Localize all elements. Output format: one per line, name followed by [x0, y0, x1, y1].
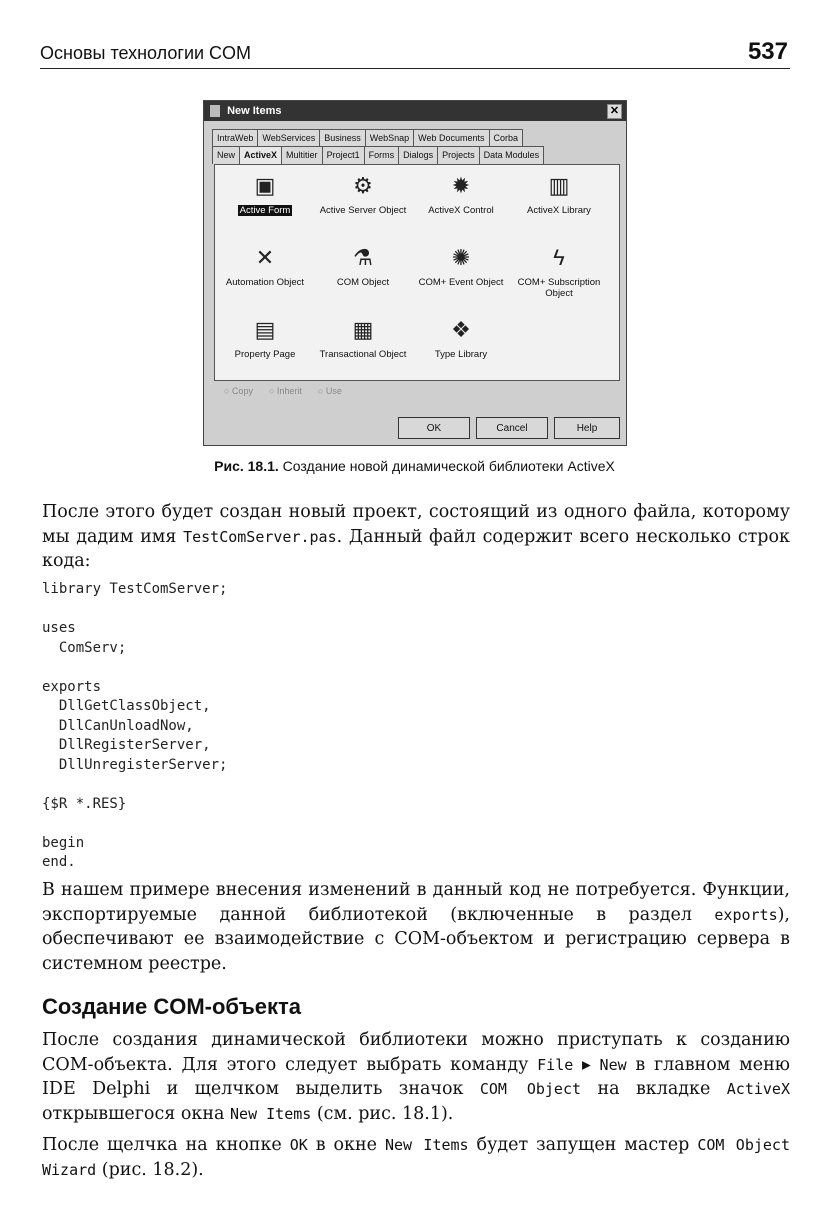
p4-text-c: будет запущен мастер — [468, 1135, 698, 1155]
p3-cmd-activex: ActiveX — [726, 1080, 790, 1098]
page-header — [40, 38, 790, 69]
tab-business[interactable]: Business — [319, 129, 366, 147]
item-active-server-object[interactable] — [313, 171, 413, 216]
tab-forms[interactable]: Forms — [364, 146, 400, 164]
active-server-object-icon: ⚙ — [353, 173, 373, 198]
tab-web-documents[interactable]: Web Documents — [413, 129, 489, 147]
dialog-titlebar — [204, 101, 626, 121]
item-com-subscription-object[interactable] — [509, 243, 609, 299]
p4-text-a: После щелчка на кнопке — [42, 1135, 290, 1155]
type-library-icon: ❖ — [451, 317, 471, 342]
p4-cmd-new-items: New Items — [384, 1136, 469, 1154]
item-label: Type Library — [434, 349, 488, 360]
p3-text-a: После создания динамической библиотеки можно приступать к созданию COM-объекта. Для этого следует выбрать команду — [42, 1030, 790, 1075]
com-event-object-icon: ✺ — [451, 245, 471, 270]
p2-keyword: exports — [714, 905, 778, 924]
p4-text-b: в окне — [307, 1135, 385, 1155]
item-activex-library[interactable] — [509, 171, 609, 216]
radio-group — [224, 386, 358, 396]
item-com-object[interactable] — [313, 243, 413, 288]
running-title: Основы технологии COM — [40, 43, 252, 63]
tab-activex[interactable]: ActiveX — [239, 146, 282, 164]
item-label: ActiveX Library — [527, 205, 591, 216]
radio-inherit[interactable]: ○ Inherit — [268, 386, 302, 396]
page-number: 537 — [747, 38, 788, 65]
tab-project1[interactable]: Project1 — [322, 146, 365, 164]
p3-cmd-file: File — [537, 1055, 574, 1074]
tab-multitier[interactable]: Multitier — [281, 146, 323, 164]
p4-cmd-wizard: COM Object Wizard — [42, 1136, 790, 1179]
p3-cmd-new: New — [599, 1055, 627, 1074]
item-active-form[interactable] — [215, 171, 315, 216]
tabs-row-1 — [212, 129, 622, 147]
item-property-page[interactable] — [215, 315, 315, 360]
item-label: COM+ Event Object — [418, 277, 504, 288]
code-listing: library TestComServer; uses ComServ; exports DllGetClassObject, DllCanUnloadNow, DllRegisterServer, DllUnregisterServer; {$R *.RES} begin end. — [42, 581, 228, 870]
item-label: Active Form — [239, 205, 291, 216]
item-label: COM Object — [336, 277, 390, 288]
tab-new[interactable]: New — [212, 146, 240, 164]
tabs-row-2 — [212, 146, 622, 164]
p3-arrow: ▸ — [573, 1054, 600, 1075]
item-label: ActiveX Control — [428, 205, 494, 216]
p1-text-a: После этого будет создан новый проект, состоящий из одного файла, которому мы дадим имя — [42, 502, 790, 547]
p3-text-e: (см. рис. 18.1). — [311, 1103, 454, 1124]
property-page-icon: ▤ — [254, 317, 276, 342]
active-form-icon: ▣ — [254, 173, 276, 198]
tab-data-modules[interactable]: Data Modules — [479, 146, 545, 164]
p1-filename: TestComServer.pas — [183, 527, 337, 546]
p4-cmd-ok: OK — [289, 1136, 308, 1154]
p2-text-a: В нашем примере внесения изменений в данный код не потребуется. Функции, экспортируемые данной библиотекой (включенные в раздел — [42, 880, 790, 925]
section-heading: Создание COM-объекта — [42, 994, 302, 1019]
radio-use[interactable]: ○ Use — [317, 386, 342, 396]
item-label: Active Server Object — [319, 205, 407, 216]
paragraph-2 — [42, 878, 790, 976]
tab-corba[interactable]: Corba — [489, 129, 524, 147]
item-transactional-object[interactable] — [313, 315, 413, 360]
transactional-object-icon: ▦ — [352, 317, 374, 342]
item-com-event-object[interactable] — [411, 243, 511, 288]
cancel-button[interactable]: Cancel — [476, 417, 548, 439]
item-activex-control[interactable] — [411, 171, 511, 216]
tab-projects[interactable]: Projects — [437, 146, 480, 164]
tab-dialogs[interactable]: Dialogs — [398, 146, 438, 164]
p3-cmd-new-items: New Items — [230, 1104, 312, 1123]
item-type-library[interactable] — [411, 315, 511, 360]
caption-label: Рис. 18.1. — [214, 458, 279, 474]
item-automation-object[interactable] — [215, 243, 315, 288]
p3-cmd-com-object: COM Object — [479, 1080, 582, 1098]
item-label: Automation Object — [225, 277, 305, 288]
com-subscription-object-icon: ϟ — [553, 245, 565, 270]
item-label: COM+ Subscription Object — [517, 277, 601, 299]
close-icon[interactable]: ✕ — [607, 104, 622, 119]
delphi-logo-icon — [210, 105, 220, 117]
tab-intraweb[interactable]: IntraWeb — [212, 129, 258, 147]
radio-copy[interactable]: ○ Copy — [224, 386, 253, 396]
paragraph-4 — [42, 1133, 790, 1182]
p3-text-b: в главном меню IDE Delphi и щелчком выделить значок — [42, 1054, 790, 1099]
caption-text: Создание новой динамической библиотеки ActiveX — [278, 458, 615, 474]
p3-text-c: на вкладке — [581, 1079, 727, 1099]
ok-button[interactable]: OK — [398, 417, 470, 439]
com-object-icon: ⚗ — [353, 245, 373, 270]
tab-websnap[interactable]: WebSnap — [365, 129, 414, 147]
tab-webservices[interactable]: WebServices — [257, 129, 320, 147]
item-label: Transactional Object — [319, 349, 407, 360]
automation-object-icon: ✕ — [255, 245, 275, 270]
p2-text-b: ), обеспечивают ее взаимодействие с COM-объектом и регистрацию сервера в системном реестре. — [42, 904, 790, 974]
paragraph-1 — [42, 500, 790, 574]
p4-text-d: (рис. 18.2). — [96, 1159, 204, 1180]
item-label: Property Page — [234, 349, 296, 360]
paragraph-3 — [42, 1028, 790, 1126]
p1-text-b: . Данный файл содержит всего несколько строк кода: — [42, 526, 790, 571]
p3-text-d: открывшегося окна — [42, 1103, 231, 1124]
new-items-dialog — [203, 100, 627, 446]
figure-caption — [0, 458, 829, 474]
dialog-title: New Items — [227, 105, 282, 117]
activex-control-icon: ✹ — [451, 173, 471, 198]
items-panel — [214, 164, 620, 381]
activex-library-icon: ▥ — [548, 173, 570, 198]
help-button[interactable]: Help — [554, 417, 620, 439]
